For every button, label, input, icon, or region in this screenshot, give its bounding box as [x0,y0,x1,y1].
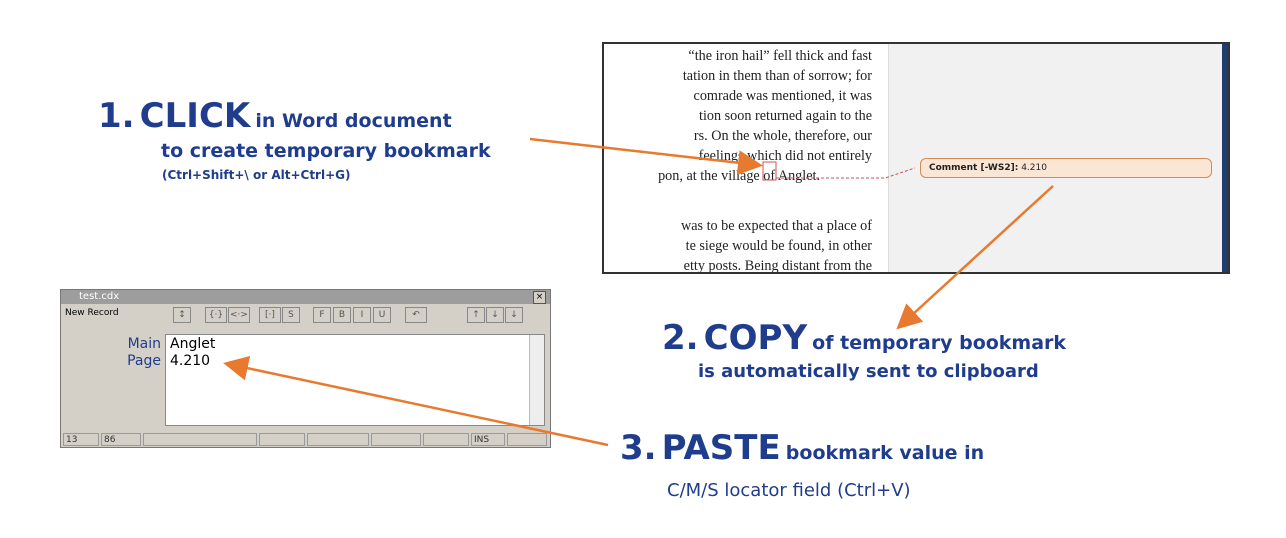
toolbar-undo-button[interactable]: ↶ [405,307,427,323]
doc-line: tation in them than of sorrow; for [682,68,872,84]
main-label: Main [127,336,161,352]
step2-action: COPY [703,318,808,358]
doc-line: tion soon returned again to the [699,108,872,124]
toolbar-sort-button[interactable]: ↕ [173,307,191,323]
toolbar-down-button[interactable]: ↓ [486,307,504,323]
step1-line2: to create temporary bookmark [161,140,491,162]
step1-rest: in Word document [255,110,452,132]
page-value: 4.210 [170,353,211,369]
arrow-copy [900,186,1053,326]
toolbar-up-button[interactable]: ↑ [467,307,485,323]
dialog-title: test.cdx [79,291,120,302]
status-cell: 86 [101,433,141,446]
main-value: Anglet [170,336,216,352]
doc-line: pon, at the village of Anglet. [658,168,820,184]
step2-line2: is automatically sent to clipboard [698,361,1039,382]
arrow-paste [228,364,608,445]
doc-line: comrade was mentioned, it was [693,88,872,104]
comment-value: 4.210 [1021,163,1047,173]
toolbar-s-button[interactable]: S [282,307,300,323]
status-cell: 13 [63,433,99,446]
doc-line: rs. On the whole, therefore, our [693,128,872,144]
toolbar-last-button[interactable]: ↓ [505,307,523,323]
step2-rest: of temporary bookmark [812,332,1067,354]
toolbar-italic-button[interactable]: I [353,307,371,323]
step3-rest: bookmark value in [785,442,985,464]
doc-line: “the iron hail” fell thick and fast [688,48,872,64]
arrow-click [530,139,758,165]
step2-number: 2. [662,318,699,358]
comment-label: Comment [-WS2]: [929,163,1019,173]
step3-line2: C/M/S locator field (Ctrl+V) [667,480,911,501]
toolbar-bold-button[interactable]: B [333,307,351,323]
close-button[interactable]: × [533,291,546,304]
step1-action: CLICK [139,96,251,136]
bookmark-highlight [763,162,776,180]
comment-connector [776,168,915,178]
doc-line: etty posts. Being distant from the [683,258,872,274]
toolbar-bracket-button[interactable]: [·] [259,307,281,323]
step3-number: 3. [620,428,657,468]
doc-line: feelings which did not entirely [698,148,872,164]
toolbar-brace-button[interactable]: {·} [205,307,227,323]
page-label: Page [127,353,161,369]
doc-line: was to be expected that a place of [680,218,872,234]
step1-number: 1. [98,96,135,136]
step1-shortcut: (Ctrl+Shift+\ or Alt+Ctrl+G) [162,168,351,182]
status-cell: INS [471,433,505,446]
doc-line: te siege would be found, in other [685,238,872,254]
toolbar-f-button[interactable]: F [313,307,331,323]
step3-action: PASTE [661,428,781,468]
toolbar-angle-button[interactable]: <·> [228,307,250,323]
new-record-button[interactable]: New Record [65,308,119,318]
toolbar-underline-button[interactable]: U [373,307,391,323]
